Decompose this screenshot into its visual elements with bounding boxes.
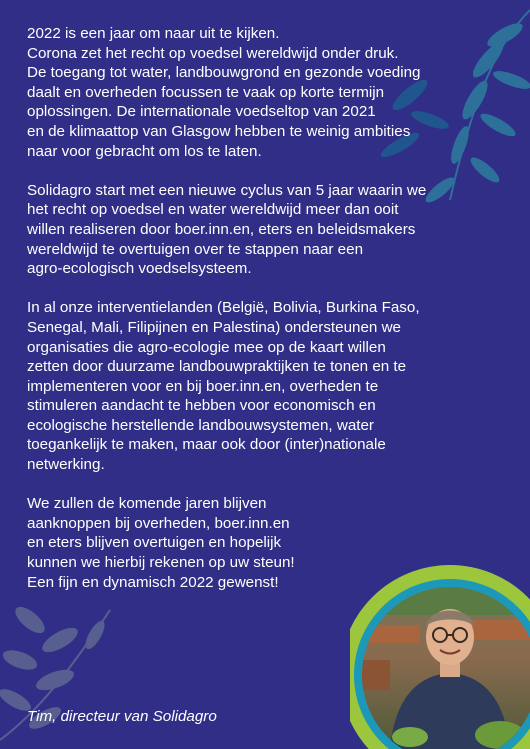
paragraph-countries: In al onze interventielanden (België, Bolivia, Burkina Faso, Senegal, Mali, Filipijnen en Palestina) ondersteunen we organisaties die agro-ecologie mee op de kaart willen zetten door duurzame landbouwpraktijken te tonen en te implementeren voor en bij boer.inn.en, overheden te stimuleren aandacht te hebben voor economisch en ecologische herstellende landbouwsystemen, water toegankelijk te maken, maar ook door (inter)nationale netwerking. [27, 299, 420, 474]
leaf-branch-bottom-left-icon [0, 600, 130, 749]
paragraph-cycle: Solidagro start met een nieuwe cyclus van 5 jaar waarin we het recht op voedsel en water wereldwijd meer dan ooit willen realiseren door boer.inn.en, eters en beleidsmakers wereldwijd te overtuigen over te stappen naar een agro-ecologisch voedselsysteem. [27, 181, 427, 278]
paragraph-closing: We zullen de komende jaren blijven aanknoppen bij overheden, boer.inn.en en eters blijven overtuigen en hopelijk kunnen we hierbij rekenen op uw steun! Een fijn en dynamisch 2022 gewenst! [27, 495, 295, 591]
letter-body [27, 24, 497, 592]
paragraph-intro: 2022 is een jaar om naar uit te kijken. Corona zet het recht op voedsel wereldwijd onder druk. De toegang tot water, landbouwgrond en gezonde voeding daalt en overheden focussen te vaak op korte termijn oplossingen. De internationale voedseltop van 2021 en de klimaattop van Glasgow hebben te weinig ambities naar voor gebracht om los te laten. [27, 25, 421, 160]
portrait-photo [350, 565, 530, 749]
signature: Tim, directeur van Solidagro [27, 708, 217, 725]
